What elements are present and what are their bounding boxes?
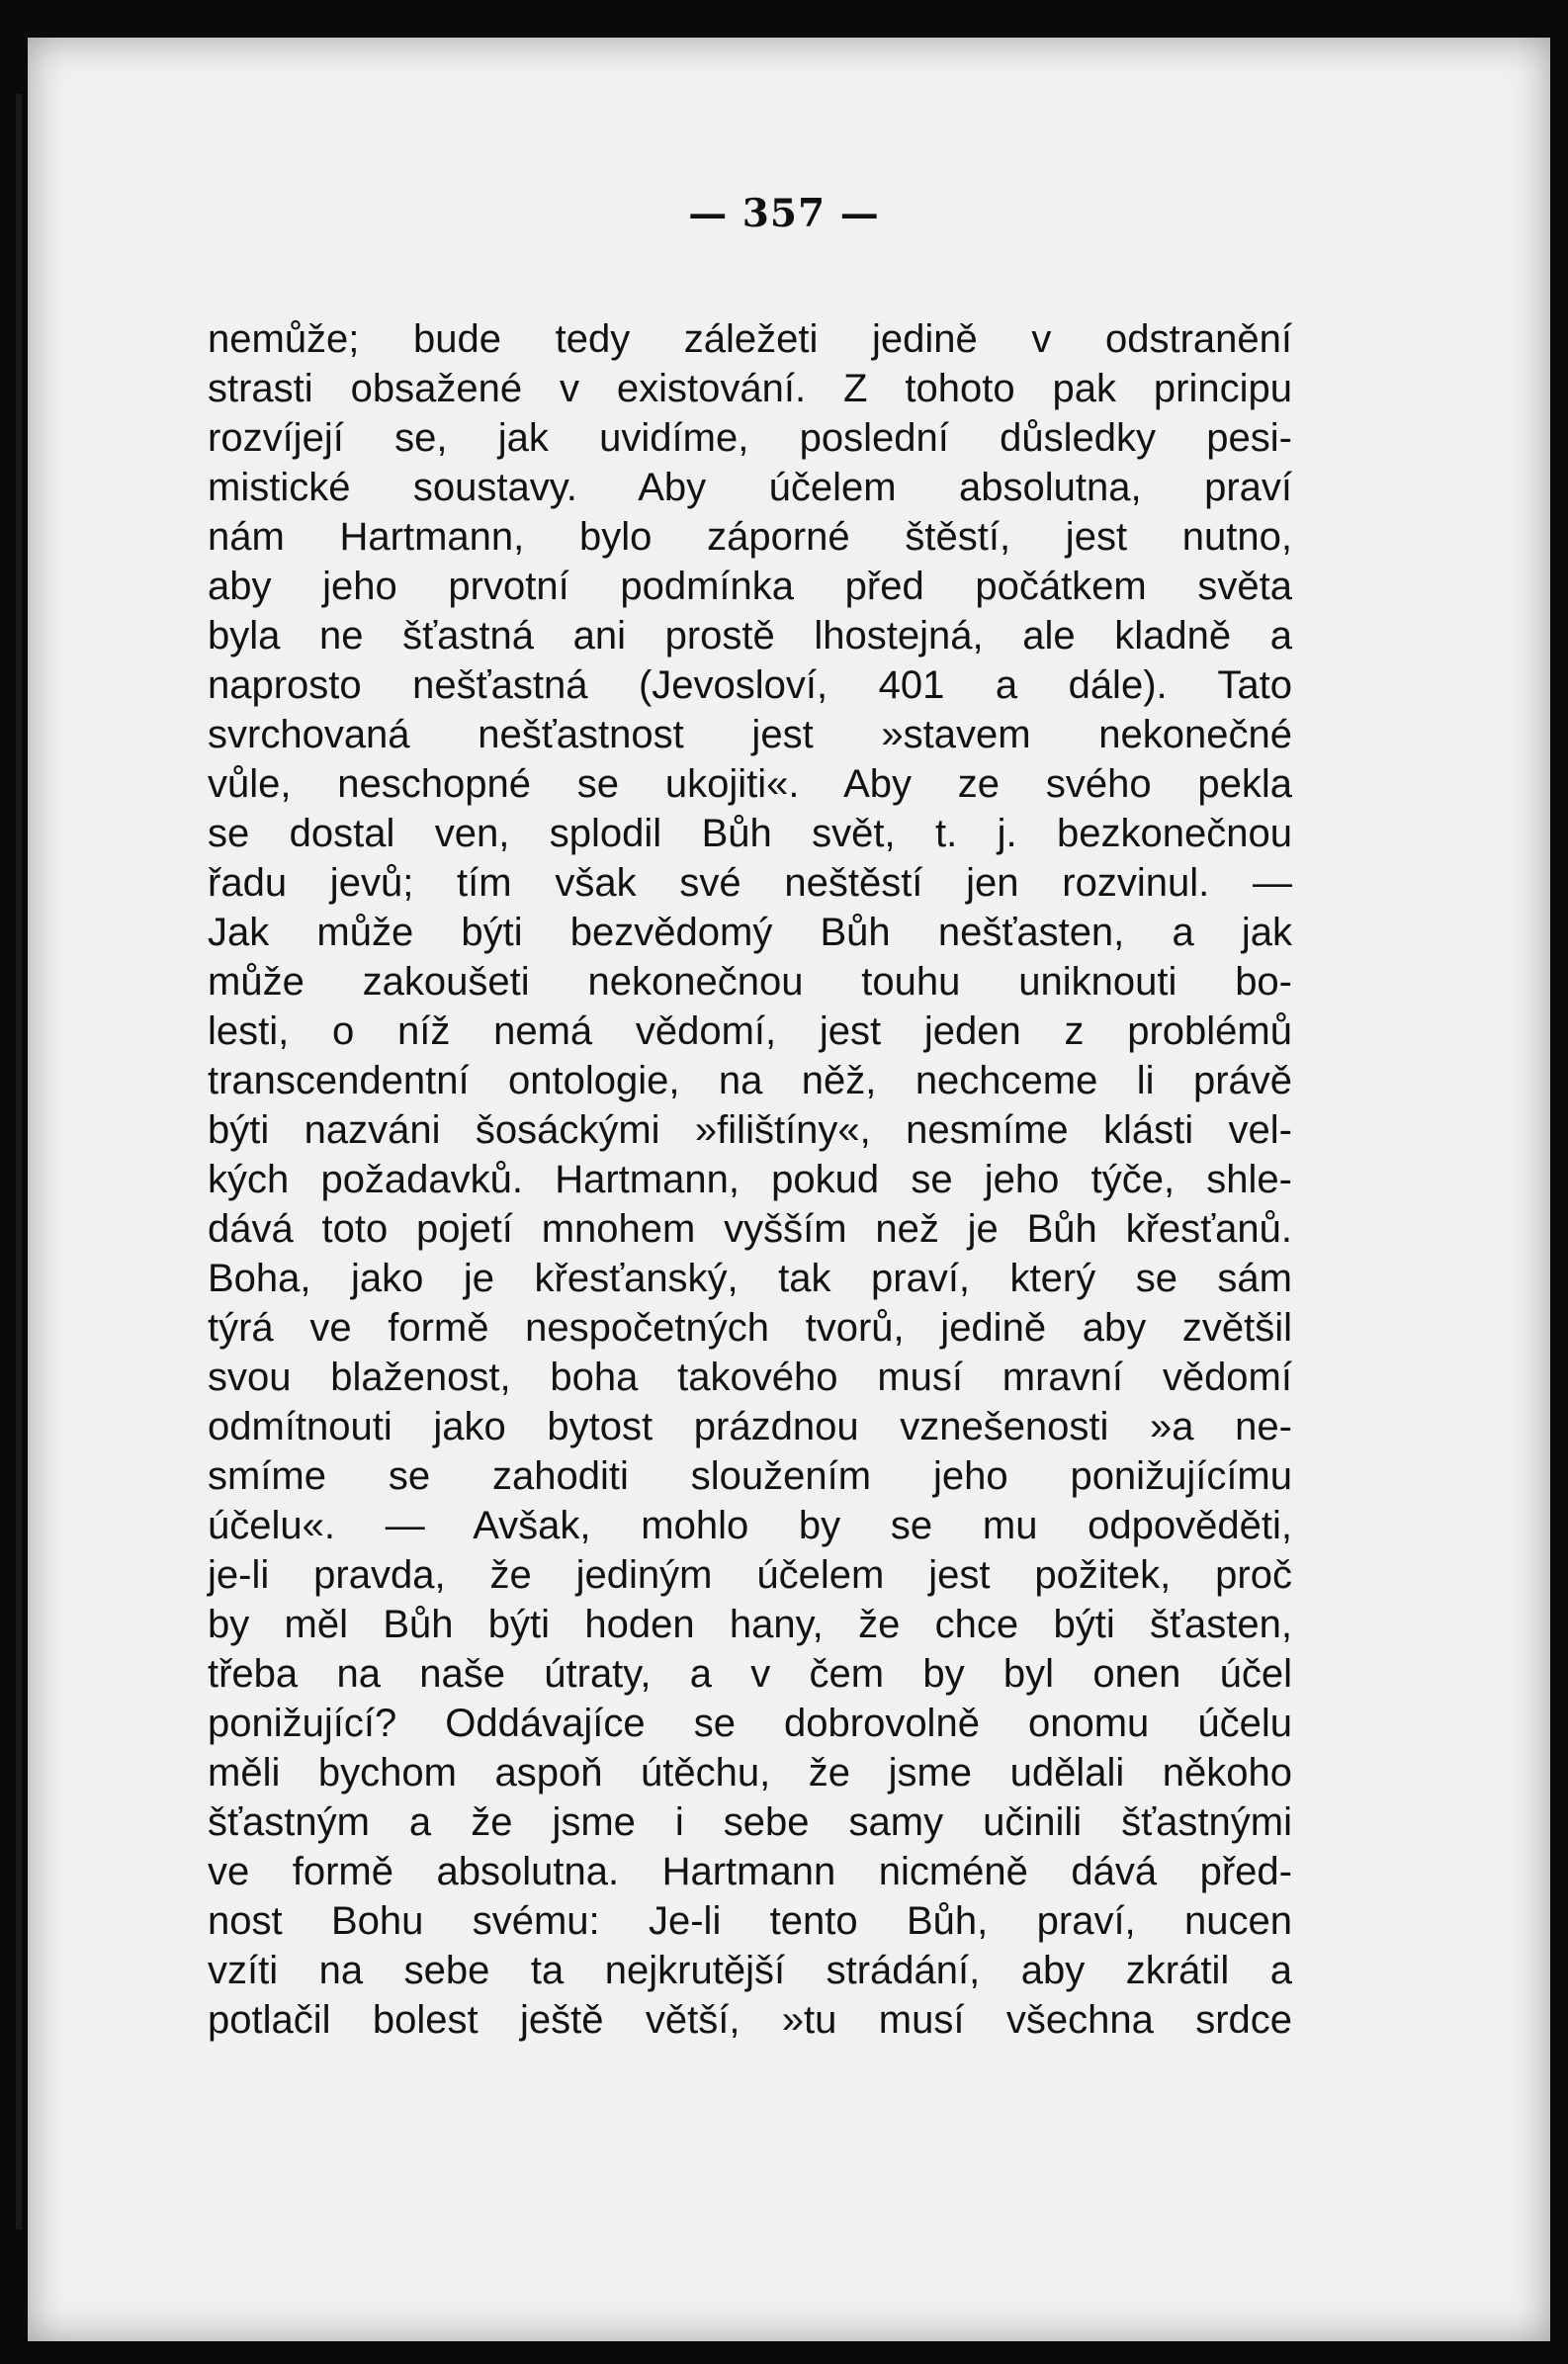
text-line: nemůže; bude tedy záležeti jedině v odstranění (208, 317, 1292, 361)
text-line: potlačil bolest ještě větší, »tu musí všechna srdce (208, 1998, 1292, 2042)
text-line: ponižující? Oddávajíce se dobrovolně onomu účelu (208, 1702, 1292, 1745)
text-line: býti nazváni šosáckými »filištíny«, nesmíme klásti vel- (208, 1108, 1292, 1152)
text-line: třeba na naše útraty, a v čem by byl onen účel (208, 1652, 1292, 1696)
text-line: svou blaženost, boha takového musí mravní vědomí (208, 1356, 1292, 1399)
text-line: dává toto pojetí mnohem vyšším než je Bůh křesťanů. (208, 1207, 1292, 1251)
text-line: smíme se zahoditi sloužením jeho ponižujícímu (208, 1454, 1292, 1498)
text-line: odmítnouti jako bytost prázdnou vznešenosti »a ne- (208, 1405, 1292, 1448)
text-line: rozvíjejí se, jak uvidíme, poslední důsledky pesi- (208, 416, 1292, 460)
text-line: Jak může býti bezvědomý Bůh nešťasten, a jak (208, 911, 1292, 954)
text-line: mistické soustavy. Aby účelem absolutna, praví (208, 466, 1292, 509)
binding-edge-line (16, 94, 22, 2230)
text-line: vzíti na sebe ta nejkrutější strádání, aby zkrátil a (208, 1949, 1292, 1992)
text-line: účelu«. — Avšak, mohlo by se mu odpověděti, (208, 1504, 1292, 1547)
text-line: je-li pravda, že jediným účelem jest požitek, proč (208, 1553, 1292, 1597)
text-line: strasti obsažené v existování. Z tohoto pak principu (208, 367, 1292, 410)
text-line: ve formě absolutna. Hartmann nicméně dává před- (208, 1850, 1292, 1893)
text-line: transcendentní ontologie, na něž, nechceme li právě (208, 1059, 1292, 1102)
text-line: kých požadavků. Hartmann, pokud se jeho týče, shle- (208, 1158, 1292, 1201)
text-line: Boha, jako je křesťanský, tak praví, který se sám (208, 1257, 1292, 1300)
text-line: svrchovaná nešťastnost jest »stavem nekonečné (208, 713, 1292, 756)
text-line: naprosto nešťastná (Jevosloví, 401 a dále). Tato (208, 663, 1292, 707)
text-line: měli bychom aspoň útěchu, že jsme udělali někoho (208, 1751, 1292, 1795)
text-line: může zakoušeti nekonečnou touhu uniknouti bo- (208, 960, 1292, 1004)
text-line: byla ne šťastná ani prostě lhostejná, ale kladně a (208, 614, 1292, 657)
text-line: lesti, o níž nemá vědomí, jest jeden z problémů (208, 1009, 1292, 1053)
body-text (208, 314, 1292, 2045)
text-line: vůle, neschopné se ukojiti«. Aby ze svého pekla (208, 762, 1292, 806)
text-line: se dostal ven, splodil Bůh svět, t. j. bezkonečnou (208, 812, 1292, 855)
page-number: — 357 — (688, 191, 880, 236)
text-line: řadu jevů; tím však své neštěstí jen rozvinul. — (208, 861, 1292, 905)
text-line: nost Bohu svému: Je-li tento Bůh, praví, nucen (208, 1899, 1292, 1943)
text-line: nám Hartmann, bylo záporné štěstí, jest nutno, (208, 515, 1292, 559)
text-line: týrá ve formě nespočetných tvorů, jedině aby zvětšil (208, 1306, 1292, 1350)
text-line: aby jeho prvotní podmínka před počátkem světa (208, 565, 1292, 608)
text-line: šťastným a že jsme i sebe samy učinili šťastnými (208, 1800, 1292, 1844)
text-line: by měl Bůh býti hoden hany, že chce býti šťasten, (208, 1603, 1292, 1646)
